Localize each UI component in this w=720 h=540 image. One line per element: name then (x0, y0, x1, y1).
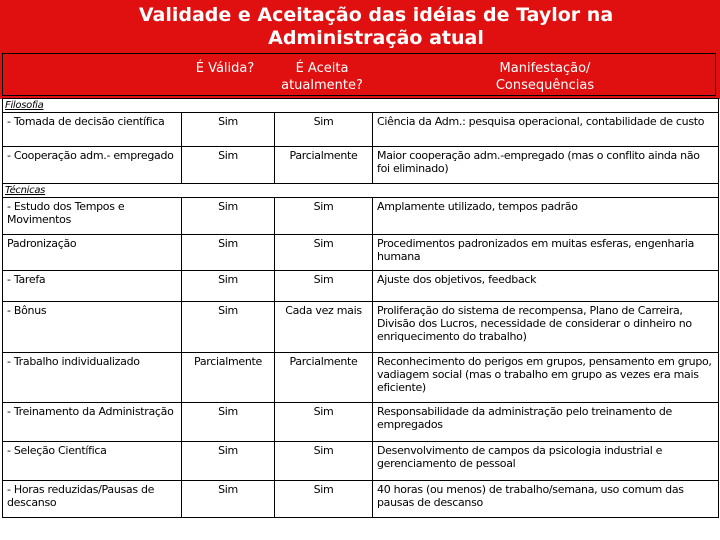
table-row (3, 442, 719, 481)
cell-manifestacao: Desenvolvimento de campos da psicologia industrial e gerenciamento de pessoal (373, 442, 719, 481)
cell-aceita: Sim (275, 198, 373, 235)
cell-item: - Cooperação adm.- empregado (3, 147, 182, 184)
cell-item: - Seleção Científica (3, 442, 182, 481)
cell-item: - Tarefa (3, 271, 182, 302)
cell-aceita: Parcialmente (275, 147, 373, 184)
cell-valida: Sim (182, 442, 275, 481)
cell-valida: Sim (182, 271, 275, 302)
cell-valida: Sim (182, 302, 275, 353)
section-label-tecnicas: Técnicas (3, 184, 719, 198)
cell-manifestacao: Procedimentos padronizados em muitas esferas, engenharia humana (373, 235, 719, 271)
section-row-tecnicas (3, 184, 719, 198)
table-row (3, 113, 719, 147)
cell-valida: Sim (182, 235, 275, 271)
cell-item: - Horas reduzidas/Pausas de descanso (3, 481, 182, 518)
header-manifestacao: Manifestação/ Consequências (495, 61, 595, 93)
table-row (3, 353, 719, 403)
cell-aceita: Parcialmente (275, 353, 373, 403)
cell-item: - Trabalho individualizado (3, 353, 182, 403)
cell-manifestacao: Amplamente utilizado, tempos padrão (373, 198, 719, 235)
cell-manifestacao: Ajuste dos objetivos, feedback (373, 271, 719, 302)
cell-manifestacao: Reconhecimento do perigos em grupos, pensamento em grupo, vadiagem social (mas o trabalho em grupo as vezes era mais eficiente) (373, 353, 719, 403)
table-row (3, 198, 719, 235)
cell-manifestacao: 40 horas (ou menos) de trabalho/semana, uso comum das pausas de descanso (373, 481, 719, 518)
cell-valida: Sim (182, 113, 275, 147)
cell-aceita: Sim (275, 113, 373, 147)
cell-manifestacao: Proliferação do sistema de recompensa, Plano de Carreira, Divisão dos Lucros, necessidade de considerar o dinheiro no enriquecimento do trabalho) (373, 302, 719, 353)
cell-aceita: Sim (275, 481, 373, 518)
cell-valida: Sim (182, 198, 275, 235)
page-title-line-2: Administração atual (268, 27, 484, 49)
cell-valida: Sim (182, 403, 275, 442)
section-row-filosofia (3, 99, 719, 113)
table-row (3, 403, 719, 442)
header-aceita: É Aceita atualmente? (281, 61, 363, 93)
cell-manifestacao: Ciência da Adm.: pesquisa operacional, contabilidade de custo (373, 113, 719, 147)
cell-item: - Treinamento da Administração (3, 403, 182, 442)
table-row (3, 271, 719, 302)
cell-aceita: Sim (275, 442, 373, 481)
table-row (3, 302, 719, 353)
page-title (0, 4, 720, 50)
table-row (3, 235, 719, 271)
table-row (3, 481, 719, 518)
cell-item: Padronização (3, 235, 182, 271)
cell-item: - Bônus (3, 302, 182, 353)
cell-valida: Parcialmente (182, 353, 275, 403)
cell-item: - Estudo dos Tempos e Movimentos (3, 198, 182, 235)
cell-aceita: Sim (275, 271, 373, 302)
cell-aceita: Sim (275, 403, 373, 442)
page-title-line-1: Validade e Aceitação das idéias de Taylor na (138, 4, 614, 26)
cell-aceita: Cada vez mais (275, 302, 373, 353)
cell-aceita: Sim (275, 235, 373, 271)
section-label-filosofia: Filosofia (3, 99, 719, 113)
taylor-table (2, 98, 719, 518)
cell-manifestacao: Responsabilidade da administração pelo treinamento de empregados (373, 403, 719, 442)
cell-manifestacao: Maior cooperação adm.-empregado (mas o conflito ainda não foi eliminado) (373, 147, 719, 184)
cell-valida: Sim (182, 147, 275, 184)
cell-valida: Sim (182, 481, 275, 518)
header-valida: É Válida? (195, 61, 255, 76)
cell-item: - Tomada de decisão científica (3, 113, 182, 147)
table-row (3, 147, 719, 184)
